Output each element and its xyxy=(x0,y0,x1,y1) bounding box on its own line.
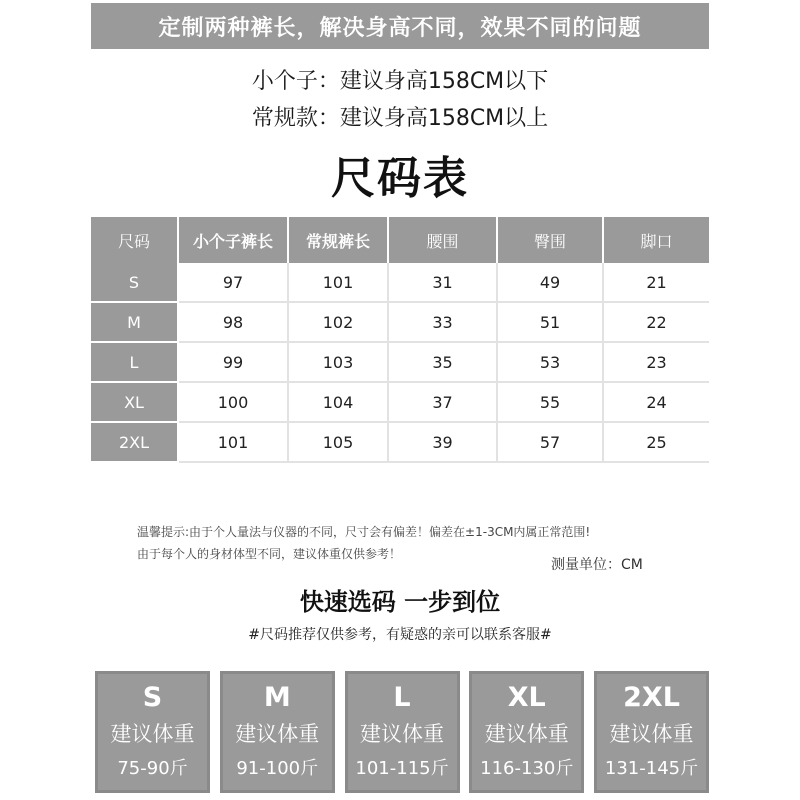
card-weight: 131-145斤 xyxy=(604,758,699,779)
table-cell: 105 xyxy=(288,422,388,462)
table-cell: 33 xyxy=(388,302,497,342)
card-weight: 75-90斤 xyxy=(117,758,188,779)
petite-height-note: 小个子：建议身高158CM以下 xyxy=(251,69,549,94)
table-cell: 31 xyxy=(388,263,497,302)
card-label: 建议体重 xyxy=(484,722,569,746)
measurement-notice: 温馨提示:由于个人量法与仪器的不同，尺寸会有偏差！偏差在±1-3CM内属正常范围! xyxy=(137,525,591,539)
size-card-xl xyxy=(469,671,584,793)
card-weight: 91-100斤 xyxy=(236,758,319,779)
table-cell: 49 xyxy=(497,263,603,302)
table-row xyxy=(91,382,709,422)
card-size: M xyxy=(263,682,291,713)
table-header-row xyxy=(91,217,709,263)
top-banner: 定制两种裤长，解决身高不同，效果不同的问题 xyxy=(91,3,709,49)
size-cell: S xyxy=(91,263,178,302)
table-cell: 101 xyxy=(178,422,288,462)
size-cell: 2XL xyxy=(91,422,178,462)
card-size: 2XL xyxy=(623,682,680,713)
size-recommendation-cards xyxy=(95,671,709,793)
table-cell: 97 xyxy=(178,263,288,302)
header-hem: 脚口 xyxy=(603,217,709,263)
table-cell: 99 xyxy=(178,342,288,382)
size-card-l xyxy=(345,671,460,793)
card-label: 建议体重 xyxy=(360,722,444,746)
table-cell: 35 xyxy=(388,342,497,382)
table-cell: 23 xyxy=(603,342,709,382)
size-table xyxy=(91,217,709,463)
table-row xyxy=(91,263,709,302)
measurement-unit: 测量单位：CM xyxy=(551,557,643,573)
table-cell: 37 xyxy=(388,382,497,422)
card-size: XL xyxy=(507,682,546,713)
quick-select-subtitle: #尺码推荐仅供参考，有疑惑的亲可以联系客服# xyxy=(248,627,552,643)
table-cell: 24 xyxy=(603,382,709,422)
size-card-m xyxy=(220,671,335,793)
table-cell: 100 xyxy=(178,382,288,422)
table-cell: 104 xyxy=(288,382,388,422)
size-chart-title: 尺码表 xyxy=(331,153,469,204)
size-cell: M xyxy=(91,302,178,342)
body-type-notice: 由于每个人的身材体型不同，建议体重仅供参考！ xyxy=(137,547,402,561)
table-cell: 98 xyxy=(178,302,288,342)
card-label: 建议体重 xyxy=(235,722,320,746)
card-weight: 101-115斤 xyxy=(355,758,449,779)
table-cell: 102 xyxy=(288,302,388,342)
size-card-2xl xyxy=(594,671,709,793)
table-row xyxy=(91,422,709,462)
table-cell: 22 xyxy=(603,302,709,342)
table-row xyxy=(91,302,709,342)
table-cell: 57 xyxy=(497,422,603,462)
size-cell: L xyxy=(91,342,178,382)
table-cell: 53 xyxy=(497,342,603,382)
regular-height-note: 常规款：建议身高158CM以上 xyxy=(251,106,549,131)
card-size: S xyxy=(142,682,163,713)
card-size: L xyxy=(393,682,411,713)
size-cell: XL xyxy=(91,382,178,422)
table-cell: 21 xyxy=(603,263,709,302)
header-petite-length: 小个子裤长 xyxy=(178,217,288,263)
header-waist: 腰围 xyxy=(388,217,497,263)
table-cell: 25 xyxy=(603,422,709,462)
card-weight: 116-130斤 xyxy=(480,758,574,779)
size-card-s xyxy=(95,671,210,793)
table-cell: 103 xyxy=(288,342,388,382)
quick-select-title: 快速选码 一步到位 xyxy=(299,588,501,616)
card-label: 建议体重 xyxy=(609,722,694,746)
table-cell: 101 xyxy=(288,263,388,302)
table-cell: 51 xyxy=(497,302,603,342)
table-row xyxy=(91,342,709,382)
table-cell: 55 xyxy=(497,382,603,422)
card-label: 建议体重 xyxy=(110,722,195,746)
header-regular-length: 常规裤长 xyxy=(288,217,388,263)
header-size: 尺码 xyxy=(91,217,178,263)
header-hip: 臀围 xyxy=(497,217,603,263)
table-cell: 39 xyxy=(388,422,497,462)
